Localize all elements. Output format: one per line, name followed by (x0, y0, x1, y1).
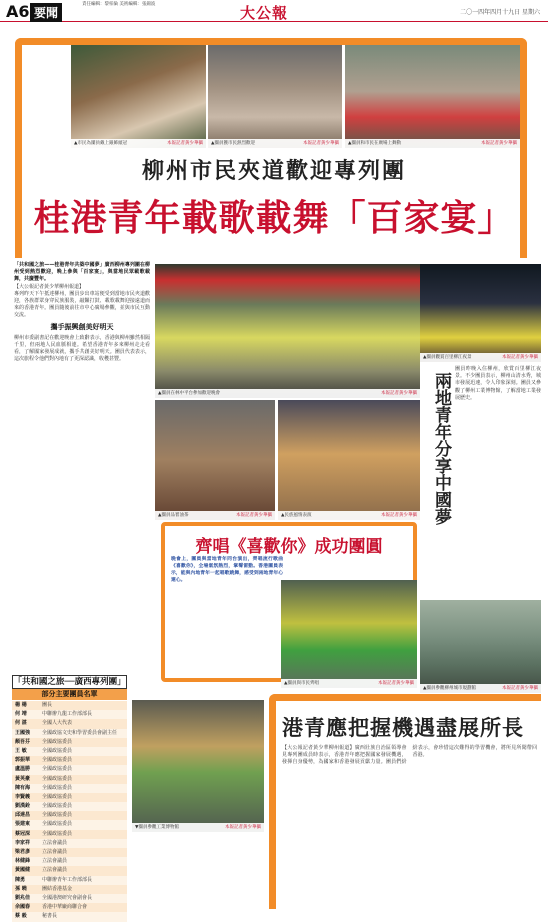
subheadline: 柳州市民夾道歡迎專列團 (141, 158, 406, 184)
bottom-article-text: 【大公報記者黃少華柳州報道】廣西壯族自治區領導會見專列團成員時表示，香港青年應把握國家發展機遇，發揮自身優勢，為國家和香港發展貢獻力量。團員們紛紛表示，會珍惜這次難得的學習機會，將所見所聞帶回香港。 (282, 745, 537, 766)
photo-caption: ▲團員參觀柳州城市規劃館 (423, 686, 476, 691)
member-title: 中聯辦九龍工作部部長 (42, 711, 93, 718)
member-name: 林健鋒 (15, 858, 31, 865)
member-title: 全國政協委員 (42, 757, 73, 764)
article-body-2: 柳州市委副書記在歡迎晚會上致辭表示，香港與柳州雖然相隔千里，但兩地人民血脈相連。希望香港青年多來柳州走走看看，了解國家發展成就，攜手共創美好明天。團員代表表示，這次旅程令他們對內地有了更深認識，收穫甚豐。 (14, 334, 150, 363)
article-body: 專列昨天下午抵達柳州，團員步出車站便受到當地市民夾道歡迎，各族群眾身穿民族服裝，敲鑼打鼓、載歌載舞迎接遠道而來的香港青年。團員隨後前往市中心廣場參觀，並與市民互動交流。 (14, 290, 150, 319)
bottom-article-body (282, 745, 537, 905)
member-name: 李家祥 (15, 839, 31, 846)
table-row (12, 719, 127, 728)
member-name: 盧溫勝 (15, 766, 31, 773)
photo-credit: 本報記者黃少華攝 (502, 686, 538, 691)
vertical-headline: 兩地青年分享中國夢 (431, 372, 451, 525)
issue-date: 二〇一四年四月十九日 星期六 (460, 9, 540, 16)
bottom-headline: 港青應把握機遇盡展所長 (282, 715, 524, 740)
table-row (12, 793, 127, 802)
photo-caption: ▲團員在林中平台參加歡迎晚會 (158, 391, 220, 396)
table-row (12, 765, 127, 774)
member-name: 陳有海 (15, 784, 31, 791)
page-header (0, 0, 548, 22)
table-row (12, 830, 127, 839)
article-column-left (14, 262, 150, 670)
member-title: 立法會議員 (42, 849, 68, 855)
member-title: 立法會議員 (42, 867, 68, 874)
photo-credit: 本報記者黃少華攝 (303, 141, 339, 146)
article-column-right (455, 366, 541, 594)
callout-title: 齊唱《喜歡你》成功團圓 (195, 537, 383, 557)
table-row (12, 701, 127, 710)
photo-credit: 本報記者黃少華攝 (225, 825, 261, 830)
member-title: 全國港澳研究會副會長 (42, 894, 93, 901)
photo-caption: ▲團員觀賞百里柳江夜景 (423, 355, 472, 360)
photo-credit: 本報記者黃少華攝 (481, 141, 517, 146)
member-title: 全國政協委員 (42, 830, 73, 837)
member-name: 張建東 (15, 821, 31, 828)
member-name: 蔡冠深 (15, 830, 31, 837)
table-row (12, 729, 127, 738)
table-row (12, 775, 127, 784)
photo-caption: ▼團員參觀工業博物館 (135, 825, 179, 830)
member-title: 全國政協委員 (42, 793, 73, 800)
member-name: 何 湛 (15, 720, 27, 727)
editor-credits: 責任編輯：黎柏倫 美術編輯：張錦波 (82, 2, 156, 7)
photo-planning-hall (420, 600, 541, 693)
member-title: 全國政協委員 (42, 747, 73, 754)
callout-text: 晚會上，團員與當地青年同台演出，齊唱流行歌曲《喜歡你》，全場氣氛熱烈，掌聲雷動。香港團員表示，能與內地青年一起唱歌跳舞，感受到兩地青年心連心。 (171, 557, 283, 583)
photo-folk-performance (278, 400, 420, 520)
photo-oil-tea (155, 400, 275, 520)
photo-credit: 本報記者黃少華攝 (378, 681, 414, 686)
member-name: 楊 楊 (15, 702, 27, 708)
member-name: 梁君彥 (15, 849, 31, 855)
member-title: 全國人大代表 (42, 720, 73, 727)
table-row (12, 811, 127, 820)
member-name: 蔡 毅 (15, 913, 27, 920)
article-body-3: 團員昨晚入住柳州，欣賞百里柳江夜景。不少團員表示，柳州山清水秀，城市發展迅速，令人印象深刻。團員又參觀了柳州工業博物館，了解當地工業發展歷史。 (455, 366, 541, 401)
article-byline: 【大公報記者黃少華柳州報道】 (14, 283, 85, 290)
photo-welcome-party (155, 264, 420, 398)
delegation-table-subtitle: 部分主要團員名單 (12, 689, 127, 700)
photo-caption: ▲市民為團員戴上銀飾頭冠 (74, 141, 127, 146)
member-name: 劉漢銓 (15, 803, 31, 810)
photo-credit: 本報記者黃少華攝 (502, 355, 538, 360)
photo-welcome-crowd (208, 45, 342, 148)
member-title: 全國政協委員 (42, 803, 73, 810)
table-row (12, 903, 127, 912)
table-row (12, 784, 127, 793)
member-name: 王 敏 (15, 747, 27, 754)
member-title: 全國政協委員 (42, 784, 73, 791)
page-number: A6 (6, 2, 30, 21)
table-row (12, 820, 127, 829)
table-row (12, 885, 127, 894)
member-title: 全國政協委員 (42, 766, 73, 773)
table-row (12, 857, 127, 866)
photo-credit: 本報記者黃少華攝 (236, 513, 272, 518)
member-title: 秘書長 (42, 913, 58, 920)
photo-credit: 本報記者黃少華攝 (167, 141, 203, 146)
table-row (12, 756, 127, 765)
member-title: 團結香港基金 (42, 885, 73, 892)
member-name: 李賢義 (15, 793, 31, 800)
delegation-table (12, 701, 127, 922)
member-name: 余國春 (15, 904, 31, 911)
member-name: 顏吾芬 (15, 738, 31, 745)
member-title: 全國政協委員 (42, 738, 73, 745)
member-name: 劉兆佳 (15, 894, 31, 901)
member-name: 黃英豪 (15, 775, 31, 782)
section-badge: 要聞 (30, 3, 62, 22)
main-headline: 桂港青年載歌載舞「百家宴」 (33, 197, 515, 239)
table-row (12, 912, 127, 921)
photo-silver-headdress (71, 45, 206, 148)
member-name: 陳勇 (15, 876, 26, 883)
member-name: 邱達昌 (15, 812, 31, 819)
photo-caption: ▲團員品嘗油茶 (158, 513, 189, 518)
member-title: 全國政協委員 (42, 812, 73, 819)
table-row (12, 747, 127, 756)
table-row (12, 866, 127, 875)
table-row (12, 802, 127, 811)
member-title: 立法會議員 (42, 858, 68, 865)
table-row (12, 876, 127, 885)
member-title: 全國政協文史和學習委員會副主任 (42, 729, 118, 736)
photo-credit: 本報記者黃少華攝 (381, 513, 417, 518)
photo-caption: ▲團員和市民在廣場上舞動 (348, 141, 401, 146)
member-name: 孫 曉 (15, 885, 27, 892)
table-row (12, 894, 127, 903)
photo-night-river (420, 264, 541, 362)
member-name: 王國強 (15, 729, 31, 736)
member-title: 團長 (42, 702, 53, 708)
table-row (12, 710, 127, 719)
member-title: 立法會議員 (42, 839, 68, 846)
article-lead: 「共和國之旅——桂港青年共築中國夢」廣西柳州專列團在柳州受到熱烈歡迎，晚上參與「百家宴」，與當地民眾載歌載舞，共慶豐年。 (14, 262, 150, 283)
table-row (12, 738, 127, 747)
photo-credit: 本報記者黃少華攝 (381, 391, 417, 396)
photo-sing-along (281, 580, 417, 688)
article-subtitle: 攜手振興創美好明天 (50, 322, 114, 331)
table-row (12, 848, 127, 857)
member-title: 全國政協委員 (42, 821, 73, 828)
photo-caption: ▲團員獲市民熱烈歡迎 (211, 141, 255, 146)
photo-industrial-museum (132, 700, 264, 832)
photo-caption: ▲團員與市民齊唱 (284, 681, 319, 686)
photo-square-dance (345, 45, 520, 148)
table-row (12, 839, 127, 848)
member-title: 香港中華廠商聯合會 (42, 904, 88, 911)
photo-caption: ▲民族風情表演 (281, 513, 312, 518)
delegation-table-title: 「共和國之旅──廣西專列團」 (13, 677, 126, 687)
member-title: 中聯辦青年工作部部長 (42, 876, 93, 883)
member-name: 黃國健 (15, 867, 31, 874)
newspaper-logo: 大公報 (240, 4, 289, 22)
member-name: 何 靖 (15, 711, 27, 718)
member-title: 全國政協委員 (42, 775, 73, 782)
member-name: 郭振華 (15, 757, 31, 764)
